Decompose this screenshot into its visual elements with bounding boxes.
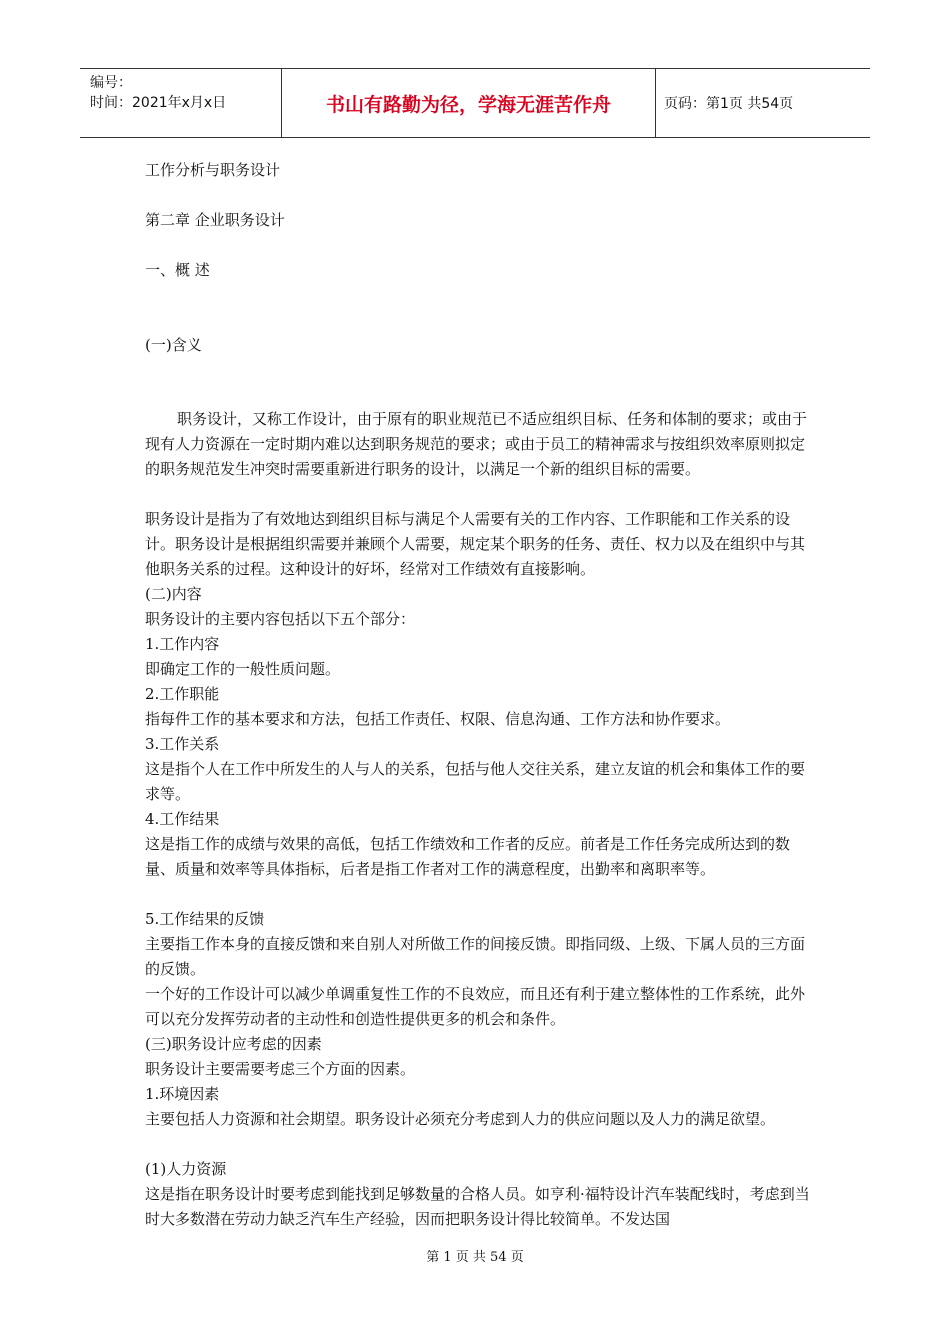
subsection-heading: (二)内容 [145,585,202,603]
paragraph: 职务设计主要需要考虑三个方面的因素。 [145,1060,416,1078]
subsection-heading: (一)含义 [145,336,202,354]
motto-text: 书山有路勤为径，学海无涯苦作舟 [325,93,611,116]
list-item-text: 这是指在职务设计时要考虑到能找到足够数量的合格人员。如亨利·福特设计汽车装配线时，考虑到当时大多数潜在劳动力缺乏汽车生产经验，因而把职务设计得比较简单。不发达国 [145,1185,810,1228]
page-info-text: 页码：第1页 共54页 [664,96,794,112]
date-label: 时间：2021年x月x日 [90,95,227,111]
paragraph: 职务设计的主要内容包括以下五个部分： [145,610,416,628]
header-meta [80,69,282,137]
paragraph: 职务设计是指为了有效地达到组织目标与满足个人需要有关的工作内容、工作职能和工作关系的设计。职务设计是根据组织需要并兼顾个人需要，规定某个职务的任务、责任、权力以及在组织中与其他职务关系的过程。这种设计的好坏，经常对工作绩效有直接影响。 [145,510,806,578]
list-item-heading: 5.工作结果的反馈 [145,910,265,928]
paragraph: 一个好的工作设计可以减少单调重复性工作的不良效应，而且还有利于建立整体性的工作系统，此外可以充分发挥劳动者的主动性和创造性提供更多的机会和条件。 [145,985,806,1028]
header-motto-cell [282,69,656,137]
list-item-heading: 3.工作关系 [145,735,220,753]
list-item-heading: 1.工作内容 [145,635,220,653]
chapter-heading: 第二章 企业职务设计 [145,211,285,229]
list-item-text: 这是指工作的成绩与效果的高低，包括工作绩效和工作者的反应。前者是工作任务完成所达到的数量、质量和效率等具体指标，后者是指工作者对工作的满意程度，出勤率和离职率等。 [145,835,791,878]
list-item-heading: 4.工作结果 [145,810,220,828]
header-page-info [656,69,870,137]
number-label: 编号： [90,75,132,91]
doc-title: 工作分析与职务设计 [145,161,281,179]
list-item-heading: 1.环境因素 [145,1085,220,1103]
paragraph: 职务设计，又称工作设计，由于原有的职业规范已不适应组织目标、任务和体制的要求；或由于现有人力资源在一定时期内难以达到职务规范的要求；或由于员工的精神需求与按组织效率原则拟定的职务规范发生冲突时需要重新进行职务的设计，以满足一个新的组织目标的需要。 [145,410,808,478]
section-heading: 一、概 述 [145,261,210,279]
page-footer: 第 1 页 共 54 页 [426,1250,524,1265]
list-item-text: 主要包括人力资源和社会期望。职务设计必须充分考虑到人力的供应问题以及人力的满足欲望。 [145,1110,776,1128]
list-item-text: 这是指个人在工作中所发生的人与人的关系，包括与他人交往关系，建立友谊的机会和集体工作的要求等。 [145,760,806,803]
subsection-heading: (三)职务设计应考虑的因素 [145,1035,322,1053]
list-item-text: 主要指工作本身的直接反馈和来自别人对所做工作的间接反馈。即指同级、上级、下属人员的三方面的反馈。 [145,935,806,978]
list-item-heading: (1)人力资源 [145,1160,227,1178]
page-header [80,68,870,138]
list-item-heading: 2.工作职能 [145,685,220,703]
list-item-text: 指每件工作的基本要求和方法，包括工作责任、权限、信息沟通、工作方法和协作要求。 [145,710,731,728]
list-item-text: 即确定工作的一般性质问题。 [145,660,341,678]
